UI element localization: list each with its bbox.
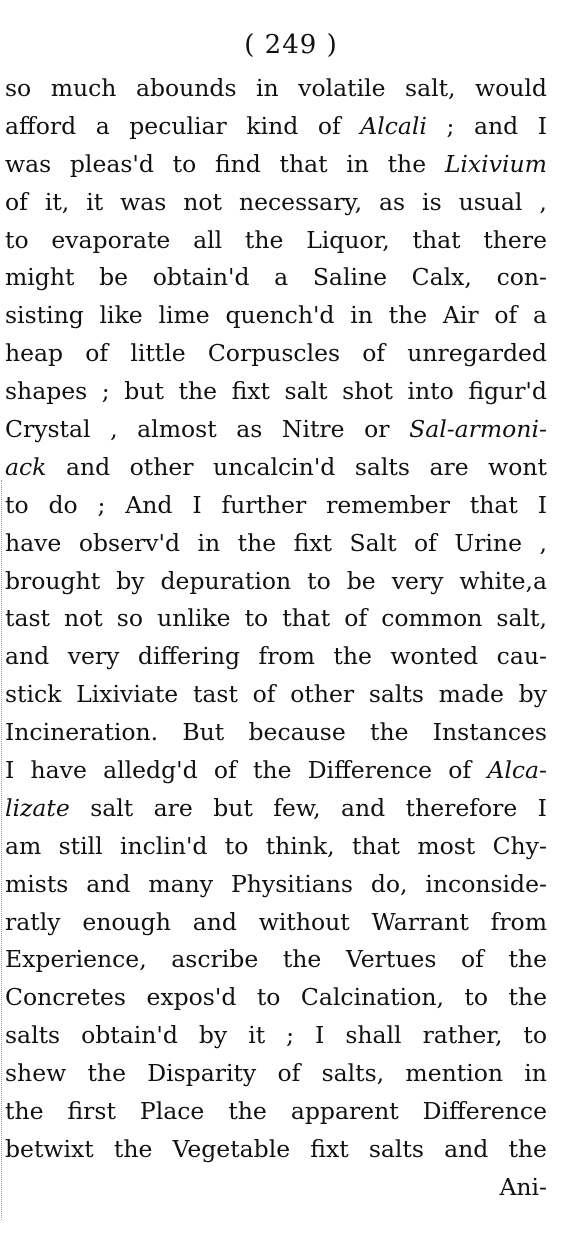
text-line: Crystal , almost as Nitre or Sal-armoni- xyxy=(5,415,547,444)
catchword: Ani- xyxy=(499,1172,547,1201)
text-line: I have alledg'd of the Difference of Alca- xyxy=(5,756,547,785)
body-text xyxy=(5,74,547,1211)
text-line: have observ'd in the fixt Salt of Urine , xyxy=(5,528,547,557)
text-line: lizate salt are but few, and therefore I xyxy=(5,793,547,822)
text-line: afford a peculiar kind of Alcali ; and I xyxy=(5,111,547,140)
text-line: to do ; And I further remember that I xyxy=(5,490,547,519)
text-line: to evaporate all the Liquor, that there xyxy=(5,225,547,254)
text-line: of it, it was not necessary, as is usual , xyxy=(5,187,547,216)
text-line: and very differing from the wonted cau- xyxy=(5,642,547,671)
text-line: am still inclin'd to think, that most Chy- xyxy=(5,831,547,860)
text-line: shew the Disparity of salts, mention in xyxy=(5,1059,547,1088)
text-line: ack and other uncalcin'd salts are wont xyxy=(5,452,547,481)
text-line: might be obtain'd a Saline Calx, con- xyxy=(5,263,547,292)
text-line: brought by depuration to be very white,a xyxy=(5,566,547,595)
page-edge-rule xyxy=(1,480,2,1220)
text-line: betwixt the Vegetable fixt salts and the xyxy=(5,1134,547,1163)
text-line: stick Lixiviate tast of other salts made by xyxy=(5,680,547,709)
text-line: Experience, ascribe the Vertues of the xyxy=(5,945,547,974)
text-line: shapes ; but the fixt salt shot into figur'd xyxy=(5,377,547,406)
text-line: ratly enough and without Warrant from xyxy=(5,907,547,936)
text-line: tast not so unlike to that of common salt, xyxy=(5,604,547,633)
text-line: sisting like lime quench'd in the Air of a xyxy=(5,301,547,330)
text-line: the first Place the apparent Difference xyxy=(5,1097,547,1126)
text-line: mists and many Physitians do, inconside- xyxy=(5,869,547,898)
page-number: ( 249 ) xyxy=(244,30,338,60)
text-line: salts obtain'd by it ; I shall rather, to xyxy=(5,1021,547,1050)
text-line: Incineration. But because the Instances xyxy=(5,718,547,747)
text-line: was pleas'd to find that in the Lixivium xyxy=(5,149,547,178)
text-line: heap of little Corpuscles of unregarded xyxy=(5,339,547,368)
text-line: so much abounds in volatile salt, would xyxy=(5,74,547,102)
text-line: Concretes expos'd to Calcination, to the xyxy=(5,983,547,1012)
